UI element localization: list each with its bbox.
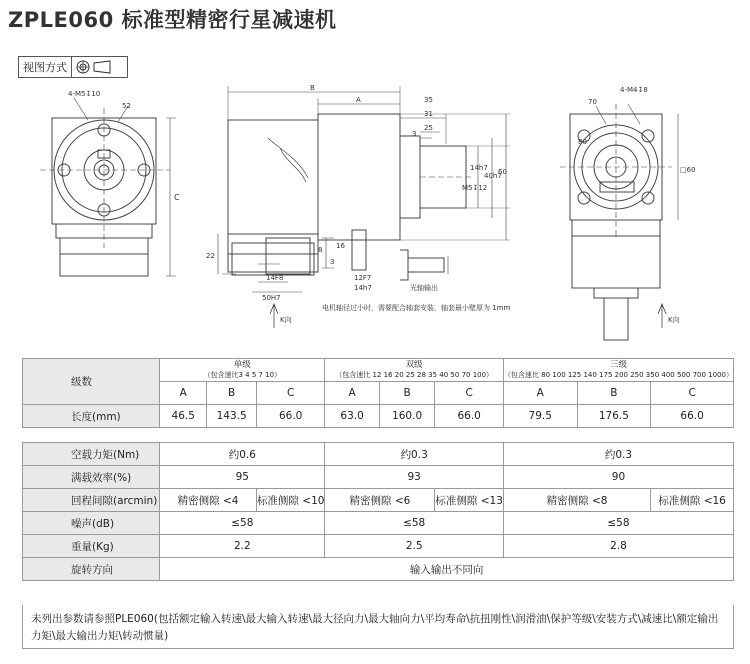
dim-12f7-label: 12F7 xyxy=(354,274,372,282)
spec-cell: 约0.6 xyxy=(160,443,325,466)
spec-row xyxy=(23,443,734,466)
length-cell: 66.0 xyxy=(651,405,734,428)
dim-40h7-label: 40h7 xyxy=(484,172,502,180)
spec-cell: 93 xyxy=(325,466,503,489)
length-cell: 79.5 xyxy=(503,405,577,428)
length-cell: 176.5 xyxy=(577,405,651,428)
right-holes-label: 4-M4↧8 xyxy=(620,86,648,94)
technical-drawing xyxy=(0,78,750,353)
dim-m5-label: M5↧12 xyxy=(462,184,488,192)
spec-row xyxy=(23,535,734,558)
spec-cell: 90 xyxy=(503,466,733,489)
dim-3b-label: 3 xyxy=(330,258,335,266)
length-label: 长度(mm) xyxy=(23,405,160,428)
backlash-cell: 精密侧隙 <4 xyxy=(160,489,257,512)
abc-cell: C xyxy=(256,382,325,405)
length-cell: 143.5 xyxy=(207,405,257,428)
dim-key-label: 14F8 xyxy=(266,274,284,282)
right-70-label: 70 xyxy=(588,98,597,106)
note-optical-shaft: 光轴输出 xyxy=(410,284,438,292)
right-80-label: 80 xyxy=(578,138,587,146)
footnote: 未列出参数请参照PLE060(包括额定输入转速\最大输入转速\最大径向力\最大轴向力\平均寿命\抗扭刚性\润滑油\保护等级\安装方式\减速比\额定输出力矩\最大输出力矩\转动惯量) xyxy=(22,605,734,649)
dim-14h7b-label: 14h7 xyxy=(354,284,372,292)
view-method-box xyxy=(18,56,128,78)
dim-35-label: 35 xyxy=(424,96,433,104)
stage-row xyxy=(23,359,734,382)
length-cell: 63.0 xyxy=(325,405,379,428)
abc-cell: A xyxy=(325,382,379,405)
backlash-cell: 精密侧隙 <6 xyxy=(325,489,435,512)
spec-cell: 2.5 xyxy=(325,535,503,558)
abc-cell: B xyxy=(577,382,651,405)
backlash-label: 回程间隙(arcmin) xyxy=(23,489,160,512)
spec-cell: ≤58 xyxy=(503,512,733,535)
spec-row xyxy=(23,512,734,535)
stage-double: 双级 （包含速比 12 16 20 25 28 35 40 50 70 100） xyxy=(325,359,503,382)
dim-shaft-label: 50H7 xyxy=(262,294,281,302)
dim-60-label: 60 xyxy=(498,168,507,176)
dim-22-label: 22 xyxy=(206,252,215,260)
abc-cell: B xyxy=(379,382,435,405)
weight-label: 重量(Kg) xyxy=(23,535,160,558)
dim-16-label: 16 xyxy=(336,242,345,250)
dim-3-label: 3 xyxy=(412,130,417,138)
table-gap xyxy=(23,428,734,443)
stage-header: 级数 xyxy=(23,359,160,405)
left-holes-label: 4-M5↧10 xyxy=(68,90,101,98)
abc-cell: A xyxy=(503,382,577,405)
projection-symbol-icon xyxy=(72,58,116,76)
spec-cell: ≤58 xyxy=(160,512,325,535)
stage-single: 单级 （包含速比3 4 5 7 10） xyxy=(160,359,325,382)
rotation-value: 输入输出不同向 xyxy=(160,558,734,581)
view-method-label: 视图方式 xyxy=(19,57,72,77)
length-cell: 46.5 xyxy=(160,405,207,428)
abc-cell: B xyxy=(207,382,257,405)
left-front-view xyxy=(40,98,176,276)
side-view xyxy=(228,86,510,272)
spec-cell: 2.8 xyxy=(503,535,733,558)
backlash-cell: 标准侧隙 <16 xyxy=(651,489,734,512)
left-angle-label: 52 xyxy=(122,102,131,110)
abc-cell: C xyxy=(435,382,504,405)
dim-31-label: 31 xyxy=(424,110,433,118)
spec-cell: 约0.3 xyxy=(503,443,733,466)
page-title: ZPLE060 标准型精密行星减速机 xyxy=(8,8,337,32)
left-c-label: C xyxy=(174,193,180,202)
backlash-cell: 标准侧隙 <10 xyxy=(256,489,325,512)
spec-cell: ≤58 xyxy=(325,512,503,535)
bottom-detail xyxy=(218,230,666,328)
spec-row xyxy=(23,466,734,489)
backlash-cell: 精密侧隙 <8 xyxy=(503,489,650,512)
note-motor-shaft: 电机轴径过小时，需要配合轴套安装，轴套最小壁厚为 1mm xyxy=(322,304,511,312)
length-cell: 66.0 xyxy=(435,405,504,428)
k-direction-left: K向 xyxy=(280,316,292,324)
dim-25-label: 25 xyxy=(424,124,433,132)
stage-triple: 三级 （包含速比 80 100 125 140 175 200 250 350 400 500 700 1000） xyxy=(503,359,733,382)
backlash-cell: 标准侧隙 <13 xyxy=(435,489,504,512)
no-load-torque-label: 空载力矩(Nm) xyxy=(23,443,160,466)
dim-a-label: A xyxy=(356,96,361,104)
spec-cell: 2.2 xyxy=(160,535,325,558)
efficiency-label: 满载效率(%) xyxy=(23,466,160,489)
k-direction-right: K向 xyxy=(668,316,680,324)
dim-b-label: B xyxy=(310,84,315,92)
spec-cell: 约0.3 xyxy=(325,443,503,466)
dim-14h7-label: 14h7 xyxy=(470,164,488,172)
abc-cell: A xyxy=(160,382,207,405)
right-sq-label: □60 xyxy=(680,166,696,174)
spec-cell: 95 xyxy=(160,466,325,489)
spec-table xyxy=(22,358,734,581)
length-row xyxy=(23,405,734,428)
length-cell: 160.0 xyxy=(379,405,435,428)
abc-cell: C xyxy=(651,382,734,405)
noise-label: 噪声(dB) xyxy=(23,512,160,535)
length-cell: 66.0 xyxy=(256,405,325,428)
rotation-row xyxy=(23,558,734,581)
backlash-row xyxy=(23,489,734,512)
dim-8-label: 8 xyxy=(318,246,323,254)
rotation-label: 旋转方向 xyxy=(23,558,160,581)
